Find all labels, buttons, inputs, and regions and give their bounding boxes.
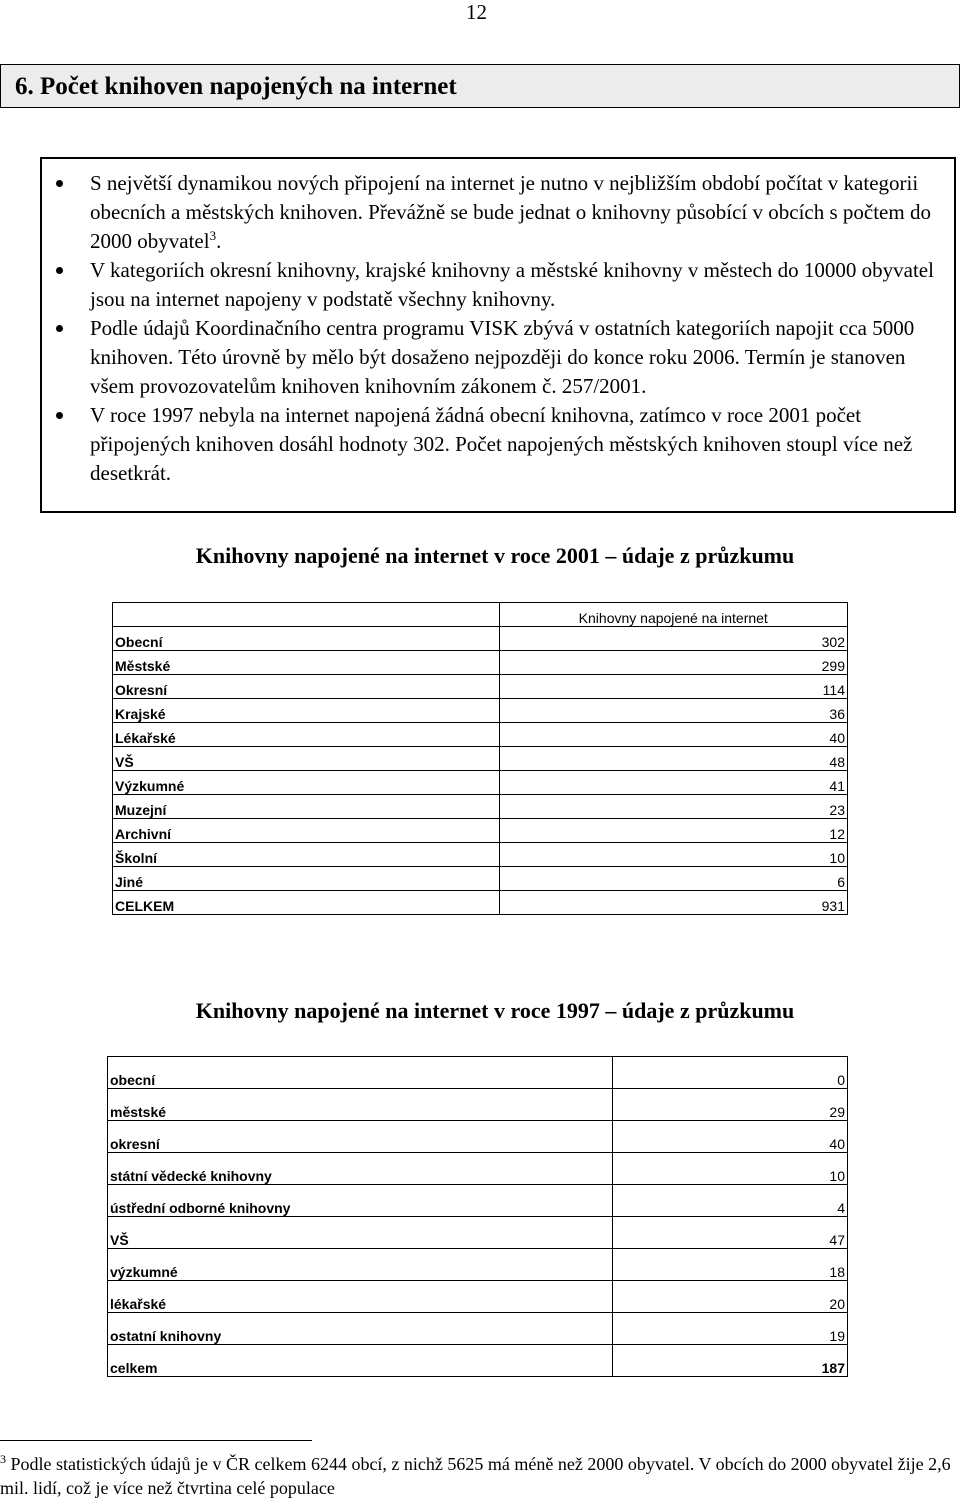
row-value: 47 (613, 1217, 848, 1249)
table-row (113, 651, 848, 675)
row-value: 41 (499, 771, 847, 795)
table-row (113, 723, 848, 747)
row-label: VŠ (108, 1217, 613, 1249)
table-2001-title: Knihovny napojené na internet v roce 2001 – údaje z průzkumu (195, 543, 795, 568)
bullet-text: S největší dynamikou nových připojení na internet je nutno v nejbližším období počítat v kategorii obecních a městských knihoven. Převážně se bude jednat o knihovny působící v obcích s počtem do 2000 obyvatel (90, 171, 931, 253)
row-label: Muzejní (113, 795, 500, 819)
row-label: ostatní knihovny (108, 1313, 613, 1345)
summary-bullet (42, 401, 954, 488)
footnote-separator (0, 1440, 312, 1441)
row-value: 20 (613, 1281, 848, 1313)
bullet-text: V kategoriích okresní knihovny, krajské knihovny a městské knihovny v městech do 10000 obyvatel jsou na internet napojeny v podstatě všechny knihovny. (90, 258, 934, 311)
summary-bullet (42, 256, 954, 314)
table-row (113, 795, 848, 819)
section-title: 6. Počet knihoven napojených na internet (0, 64, 960, 108)
table-row (113, 675, 848, 699)
row-label: Obecní (113, 627, 500, 651)
table-row (113, 627, 848, 651)
row-value: 19 (613, 1313, 848, 1345)
summary-bullet (42, 169, 954, 256)
table-1997 (107, 1056, 848, 1377)
table-row (113, 819, 848, 843)
row-value: 40 (613, 1121, 848, 1153)
row-label: okresní (108, 1121, 613, 1153)
row-label: výzkumné (108, 1249, 613, 1281)
table-row (108, 1217, 848, 1249)
row-label: celkem (108, 1345, 613, 1377)
table-row (113, 771, 848, 795)
bullet-text-end: . (216, 229, 222, 253)
table-header-row (113, 603, 848, 627)
page-number: 12 (466, 0, 487, 24)
row-label: Lékařské (113, 723, 500, 747)
table-row (108, 1313, 848, 1345)
table-row (108, 1153, 848, 1185)
bullet-icon (56, 267, 63, 274)
row-label: Jiné (113, 867, 500, 891)
row-value: 48 (499, 747, 847, 771)
table-row (113, 843, 848, 867)
header-blank-cell (113, 603, 500, 627)
table-row (108, 1089, 848, 1121)
row-value: 114 (499, 675, 847, 699)
footnote (0, 1452, 955, 1500)
row-label: městské (108, 1089, 613, 1121)
summary-box (40, 157, 956, 513)
table-row (108, 1121, 848, 1153)
bullet-icon (56, 325, 63, 332)
bullet-text: Podle údajů Koordinačního centra programu VISK zbývá v ostatních kategoriích napojit cca 5000 knihoven. Této úrovně by mělo být dosaženo nejpozději do konce roku 2006. Termín je stanoven všem provozovatelům knihoven knihovním zákonem č. 257/2001. (90, 316, 915, 398)
row-label: Výzkumné (113, 771, 500, 795)
row-value: 18 (613, 1249, 848, 1281)
table-row (108, 1185, 848, 1217)
row-label: Okresní (113, 675, 500, 699)
row-value: 12 (499, 819, 847, 843)
row-label: CELKEM (113, 891, 500, 915)
row-label: VŠ (113, 747, 500, 771)
table-row (108, 1345, 848, 1377)
table-row (108, 1249, 848, 1281)
row-label: obecní (108, 1057, 613, 1089)
table-row (113, 747, 848, 771)
row-value: 10 (613, 1153, 848, 1185)
footnote-marker: 3 (0, 1452, 6, 1466)
row-value: 23 (499, 795, 847, 819)
row-label: ústřední odborné knihovny (108, 1185, 613, 1217)
table-row (108, 1057, 848, 1089)
row-value: 931 (499, 891, 847, 915)
table-2001 (112, 602, 848, 915)
summary-bullet (42, 314, 954, 401)
bullet-icon (56, 412, 63, 419)
row-value: 36 (499, 699, 847, 723)
table-row (113, 891, 848, 915)
footnote-text: Podle statistických údajů je v ČR celkem 6244 obcí, z nichž 5625 má méně než 2000 obyvatel. V obcích do 2000 obyvatel žije 2,6 mil. lidí, což je více než čtvrtina celé populace (0, 1454, 951, 1498)
row-value: 10 (499, 843, 847, 867)
table-row (113, 867, 848, 891)
bullet-text: V roce 1997 nebyla na internet napojená žádná obecní knihovna, zatímco v roce 2001 počet připojených knihoven dosáhl hodnoty 302. Počet napojených městských knihoven stoupl více než desetkrát. (90, 403, 913, 485)
row-value: 0 (613, 1057, 848, 1089)
column-header: Knihovny napojené na internet (499, 603, 847, 627)
bullet-icon (56, 180, 63, 187)
row-value: 299 (499, 651, 847, 675)
row-value: 6 (499, 867, 847, 891)
row-value: 302 (499, 627, 847, 651)
row-label: Krajské (113, 699, 500, 723)
table-row (113, 699, 848, 723)
table-1997-title: Knihovny napojené na internet v roce 1997 – údaje z průzkumu (195, 998, 795, 1023)
row-label: Městské (113, 651, 500, 675)
row-label: lékařské (108, 1281, 613, 1313)
row-value: 4 (613, 1185, 848, 1217)
row-label: státní vědecké knihovny (108, 1153, 613, 1185)
row-label: Školní (113, 843, 500, 867)
summary-list (42, 159, 954, 488)
row-label: Archivní (113, 819, 500, 843)
row-value: 29 (613, 1089, 848, 1121)
table-row (108, 1281, 848, 1313)
footnote-ref: 3 (209, 228, 217, 243)
row-value: 187 (613, 1345, 848, 1377)
row-value: 40 (499, 723, 847, 747)
